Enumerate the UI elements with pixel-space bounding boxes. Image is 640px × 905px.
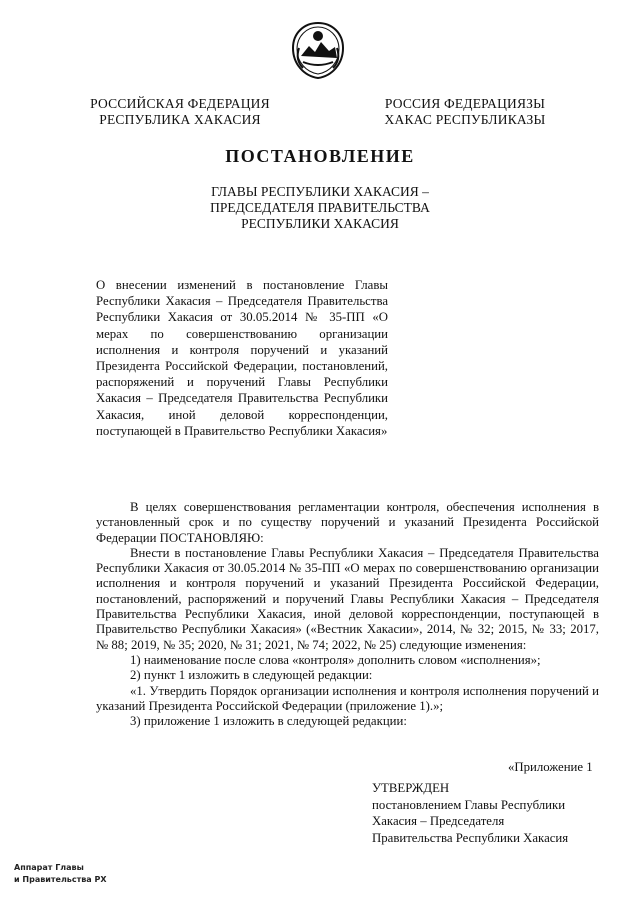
footer-line1: Аппарат Главы: [14, 863, 84, 872]
item-1: 1) наименование после слова «контроля» дополнить словом «исполнения»;: [130, 652, 541, 667]
approval-block: [372, 780, 602, 846]
item-2: 2) пункт 1 изложить в следующей редакции:: [130, 668, 373, 683]
approved-line1: УТВЕРЖДЕН: [372, 781, 450, 795]
header-left-line2: РЕСПУБЛИКА ХАКАСИЯ: [99, 112, 261, 127]
coat-of-arms-emblem: [289, 20, 347, 80]
header-right-line1: РОССИЯ ФЕДЕРАЦИЯЗЫ: [384, 96, 546, 111]
document-subject: О внесении изменений в постановление Главы Республики Хакасия – Председателя Правительства Республики Хакасия от 30.05.2014 № 35-ПП «О мерах по совершенствованию организации исполнения и контроля поручений и указаний Президента Российской Федерации, постановлений, распоряжений и поручений Главы Республики Хакасия – Председателя Правительства Республики Хакасия, иной деловой корреспонденции, поступающей в Правительство Республики Хакасия»: [96, 278, 388, 438]
appendix-label: «Приложение 1: [508, 760, 593, 774]
header-left-line1: РОССИЙСКАЯ ФЕДЕРАЦИЯ: [90, 96, 270, 111]
subtitle-line3: РЕСПУБЛИКИ ХАКАСИЯ: [241, 216, 399, 231]
document-subtitle: [160, 184, 480, 232]
approved-line2: постановлением Главы Республики: [372, 797, 566, 812]
approved-line3: Хакасия – Председателя: [372, 814, 505, 828]
preamble-paragraph: В целях совершенствования регламентации контроля, обеспечения исполнения в установленный срок и по существу поручений и указаний Президента Российской Федерации ПОСТАНОВЛЯЮ:: [96, 500, 599, 545]
subtitle-line1: ГЛАВЫ РЕСПУБЛИКИ ХАКАСИЯ –: [211, 184, 429, 199]
item-3: 3) приложение 1 изложить в следующей редакции:: [130, 714, 407, 729]
footer-line2: и Правительства РХ: [14, 875, 107, 884]
approved-line4: Правительства Республики Хакасия: [372, 830, 569, 845]
document-body: [96, 500, 599, 729]
header-right-line2: ХАКАС РЕСПУБЛИКАЗЫ: [384, 112, 546, 127]
header-right: [365, 96, 565, 128]
main-paragraph: Внести в постановление Главы Республики Хакасия – Председателя Правительства Республики Хакасия от 30.05.2014 № 35-ПП «О мерах по совершенствованию организации исполнения и контроля поручений и указаний Президента Российской Федерации, постановлений, распоряжений и поручений Главы Республики Хакасия – Председателя Правительства Республики Хакасия, иной деловой корреспонденции, поступающей в Правительство Республики Хакасия» («Вестник Хакасии», 2014, № 32; 2015, № 33; 2017, № 88; 2019, № 35; 2020, № 31; 2021, № 74; 2022, № 25) следующие изменения:: [96, 545, 599, 652]
quote-paragraph: «1. Утвердить Порядок организации исполнения и контроля исполнения поручений и указаний Президента Российской Федерации (приложение 1).»;: [96, 683, 599, 713]
subtitle-line2: ПРЕДСЕДАТЕЛЯ ПРАВИТЕЛЬСТВА: [210, 200, 430, 215]
footer-stamp: [14, 862, 107, 886]
document-title: ПОСТАНОВЛЕНИЕ: [225, 146, 415, 166]
header-left: [80, 96, 280, 128]
